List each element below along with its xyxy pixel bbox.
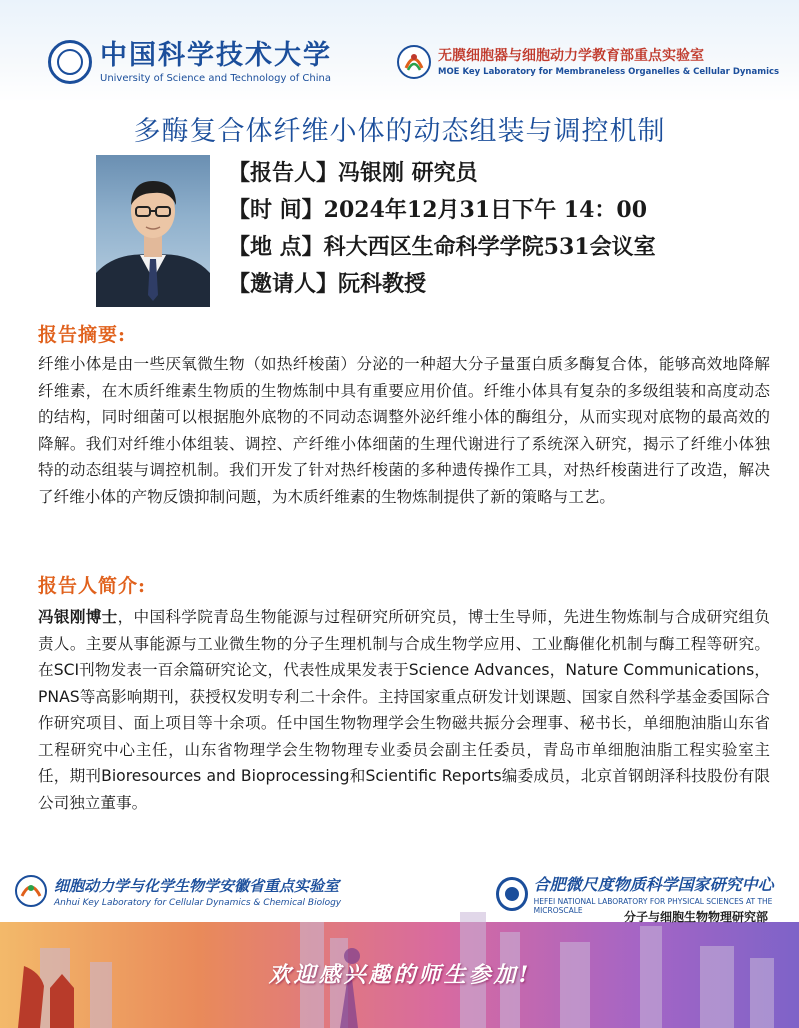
anhui-lab-name-cn: 细胞动力学与化学生物学安徽省重点实验室 [54, 876, 340, 895]
footer-banner [0, 862, 799, 1028]
place-line: 【地 点】科大西区生命科学学院531会议室 [228, 234, 656, 260]
bio-text: ，中国科学院青岛生物能源与过程研究所研究员，博士生导师，先进生物炼制与合成研究组负责人。主要从事能源与工业微生物的分子生理机制与合成生物学应用、工业酶催化机制与酶工程等研究。在SCI刊物发表一百余篇研究论文，代表性成果发表于Science Advances，Nature Communications，PNAS等高影响期刊，获授权发明专利二十余件。主持国家重点研发计划课题、国家自然科学基金委国际合作研究项目、面上项目等十余项。任中国生物物理学会生物磁共振分会理事、秘书长，单细胞油脂山东省工程研究中心主任，山东省物理学会生物物理专业委员会副主任委员，青岛市单细胞油脂工程实验室主任，期刊Bioresources and Bioprocessing和Scientific Reports编委成员，北京首钢朗泽科技股份有限公司独立董事。 [38, 608, 770, 812]
anhui-lab-name-en: Anhui Key Laboratory for Cellular Dynamics & Chemical Biology [54, 897, 342, 908]
hefei-division-name: 分子与细胞生物物理研究部 [624, 910, 769, 924]
speaker-line: 【报告人】冯银刚 研究员 [228, 160, 478, 186]
speaker-name: 冯银刚博士 [38, 608, 118, 626]
ustc-seal-icon [48, 40, 92, 84]
bio-paragraph [38, 604, 770, 816]
hefei-lab-name-en: HEFEI NATIONAL LABORATORY FOR PHYSICAL SCIENCES AT THE MICROSCALE [533, 897, 773, 915]
moe-lab-name-cn: 无膜细胞器与细胞动力学教育部重点实验室 [438, 48, 704, 64]
talk-title: 多酶复合体纤维小体的动态组装与调控机制 [133, 116, 666, 147]
hefei-lab-icon [496, 877, 528, 911]
ustc-logo [48, 40, 332, 84]
moe-lab-icon [396, 44, 432, 80]
abstract-heading: 报告摘要: [38, 324, 127, 346]
welcome-text: 欢迎感兴趣的师生参加! [268, 962, 532, 988]
anhui-lab-icon [14, 874, 48, 908]
abstract-text: 纤维小体是由一些厌氧微生物（如热纤梭菌）分泌的一种超大分子量蛋白质多酶复合体，能够高效地降解纤维素，在木质纤维素生物质的生物炼制中具有重要应用价值。纤维小体具有复杂的多级组装和高度动态的结构，同时细菌可以根据胞外底物的不同动态调整外泌纤维小体的酶组分，从而实现对底物的最高效的降解。我们对纤维小体组装、调控、产纤维小体细菌的生理代谢进行了系统深入研究，揭示了纤维小体独特的动态组装与调控机制。我们开发了针对热纤梭菌的多种遗传操作工具，对热纤梭菌进行了改造，解决了纤维小体的产物反馈抑制问题，为木质纤维素的生物炼制提供了新的策略与工艺。 [38, 355, 770, 506]
host-line: 【邀请人】阮科教授 [228, 271, 427, 297]
bio-heading: 报告人简介: [38, 575, 147, 597]
time-line: 【时 间】2024年12月31日下午 14：00 [228, 197, 648, 223]
university-name-cn: 中国科学技术大学 [100, 39, 332, 71]
anhui-lab-logo [14, 874, 341, 908]
university-name-en: University of Science and Technology of China [100, 72, 331, 84]
talk-info [228, 156, 656, 304]
moe-lab-name-en: MOE Key Laboratory for Membraneless Organelles & Cellular Dynamics [438, 67, 780, 77]
hefei-lab-name-cn: 合肥微尺度物质科学国家研究中心 [533, 875, 774, 894]
speaker-photo [96, 155, 210, 307]
header-banner [0, 0, 799, 102]
speaker-portrait-icon [96, 155, 210, 307]
moe-lab-logo [396, 44, 779, 80]
